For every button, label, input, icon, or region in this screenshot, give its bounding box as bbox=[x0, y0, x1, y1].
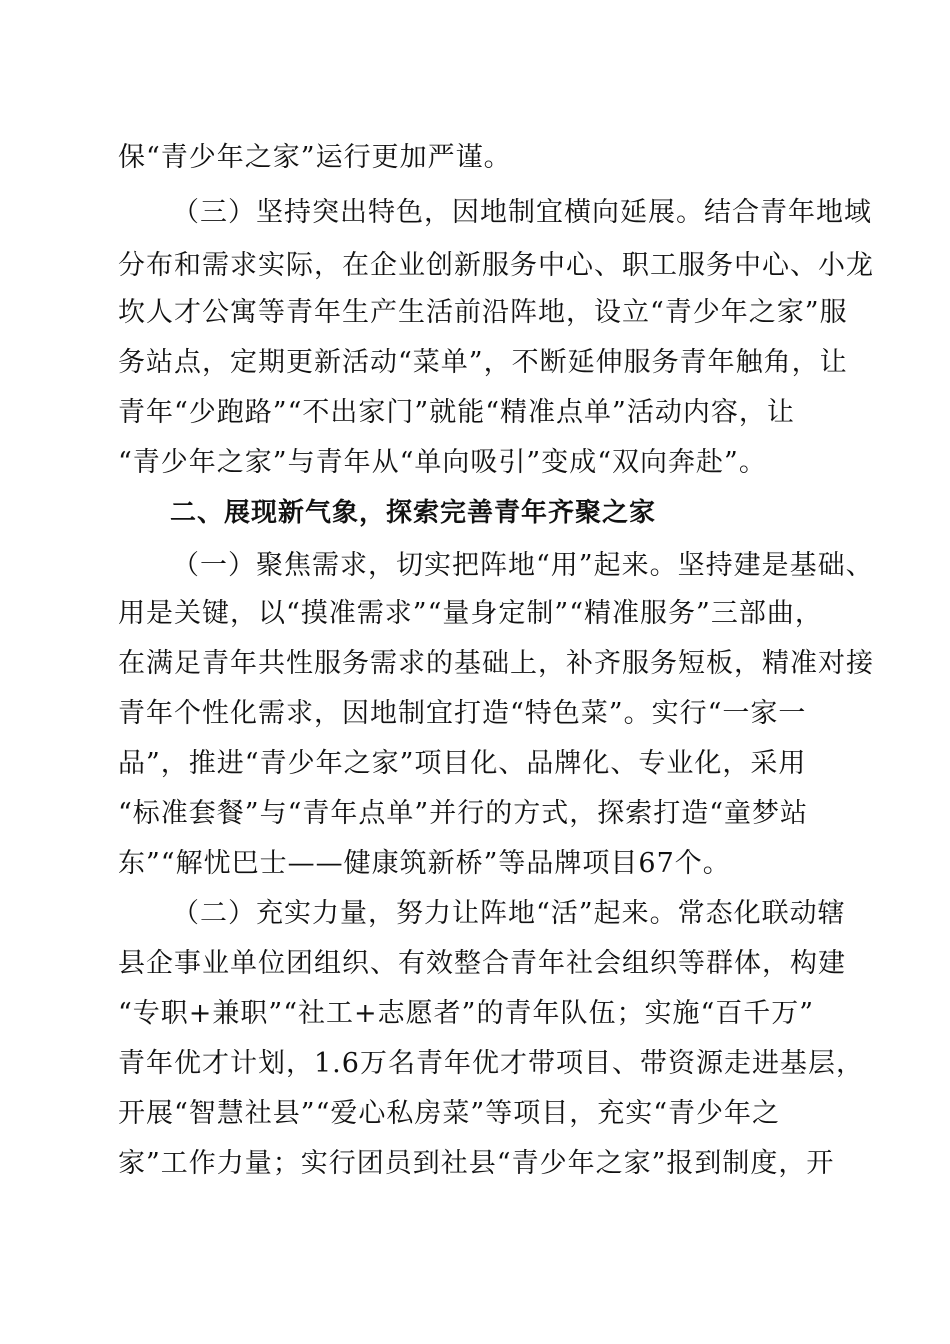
text-line: 用是关键，以“摸准需求”“量身定制”“精准服务”三部曲， bbox=[118, 598, 823, 629]
section-heading-1: （一）聚焦需求，切实把阵地“用”起来。坚持建是基础、 bbox=[172, 550, 874, 581]
text-line: 开展“智慧社县”“爱心私房菜”等项目，充实“青少年之 bbox=[118, 1098, 781, 1129]
section-heading-3: （三）坚持突出特色，因地制宜横向延展。结合青年地域 bbox=[172, 197, 872, 228]
section-heading-2: （二）充实力量，努力让阵地“活”起来。常态化联动辖 bbox=[172, 898, 846, 929]
text-line: 保“青少年之家”运行更加严谨。 bbox=[118, 142, 512, 173]
text-line: 青年“少跑路”“不出家门”就能“精准点单”活动内容，让 bbox=[118, 397, 795, 428]
text-line: 青年优才计划，1.6万名青年优才带项目、带资源走进基层， bbox=[118, 1048, 864, 1079]
text-line: 东”“解忧巴士——健康筑新桥”等品牌项目67个。 bbox=[118, 848, 731, 879]
text-line: 青年个性化需求，因地制宜打造“特色菜”。实行“一家一 bbox=[118, 698, 807, 729]
text-line: 分布和需求实际，在企业创新服务中心、职工服务中心、小龙 bbox=[118, 250, 874, 281]
text-line: 家”工作力量；实行团员到社县“青少年之家”报到制度，开 bbox=[118, 1148, 835, 1179]
text-line: 品”，推进“青少年之家”项目化、品牌化、专业化，采用 bbox=[118, 748, 807, 779]
text-line: 在满足青年共性服务需求的基础上，补齐服务短板，精准对接 bbox=[118, 648, 874, 679]
text-line: “青少年之家”与青年从“单向吸引”变成“双向奔赴”。 bbox=[118, 447, 767, 478]
chapter-heading: 二、展现新气象，探索完善青年齐聚之家 bbox=[170, 498, 657, 528]
text-line: 县企事业单位团组织、有效整合青年社会组织等群体，构建 bbox=[118, 948, 846, 979]
text-line: 坎人才公寓等青年生产生活前沿阵地，设立“青少年之家”服 bbox=[118, 297, 848, 328]
text-line: 务站点，定期更新活动“菜单”，不断延伸服务青年触角，让 bbox=[118, 347, 848, 378]
text-line: “标准套餐”与“青年点单”并行的方式，探索打造“童梦站 bbox=[118, 798, 809, 829]
text-line: “专职+兼职”“社工+志愿者”的青年队伍；实施“百千万” bbox=[118, 998, 815, 1029]
